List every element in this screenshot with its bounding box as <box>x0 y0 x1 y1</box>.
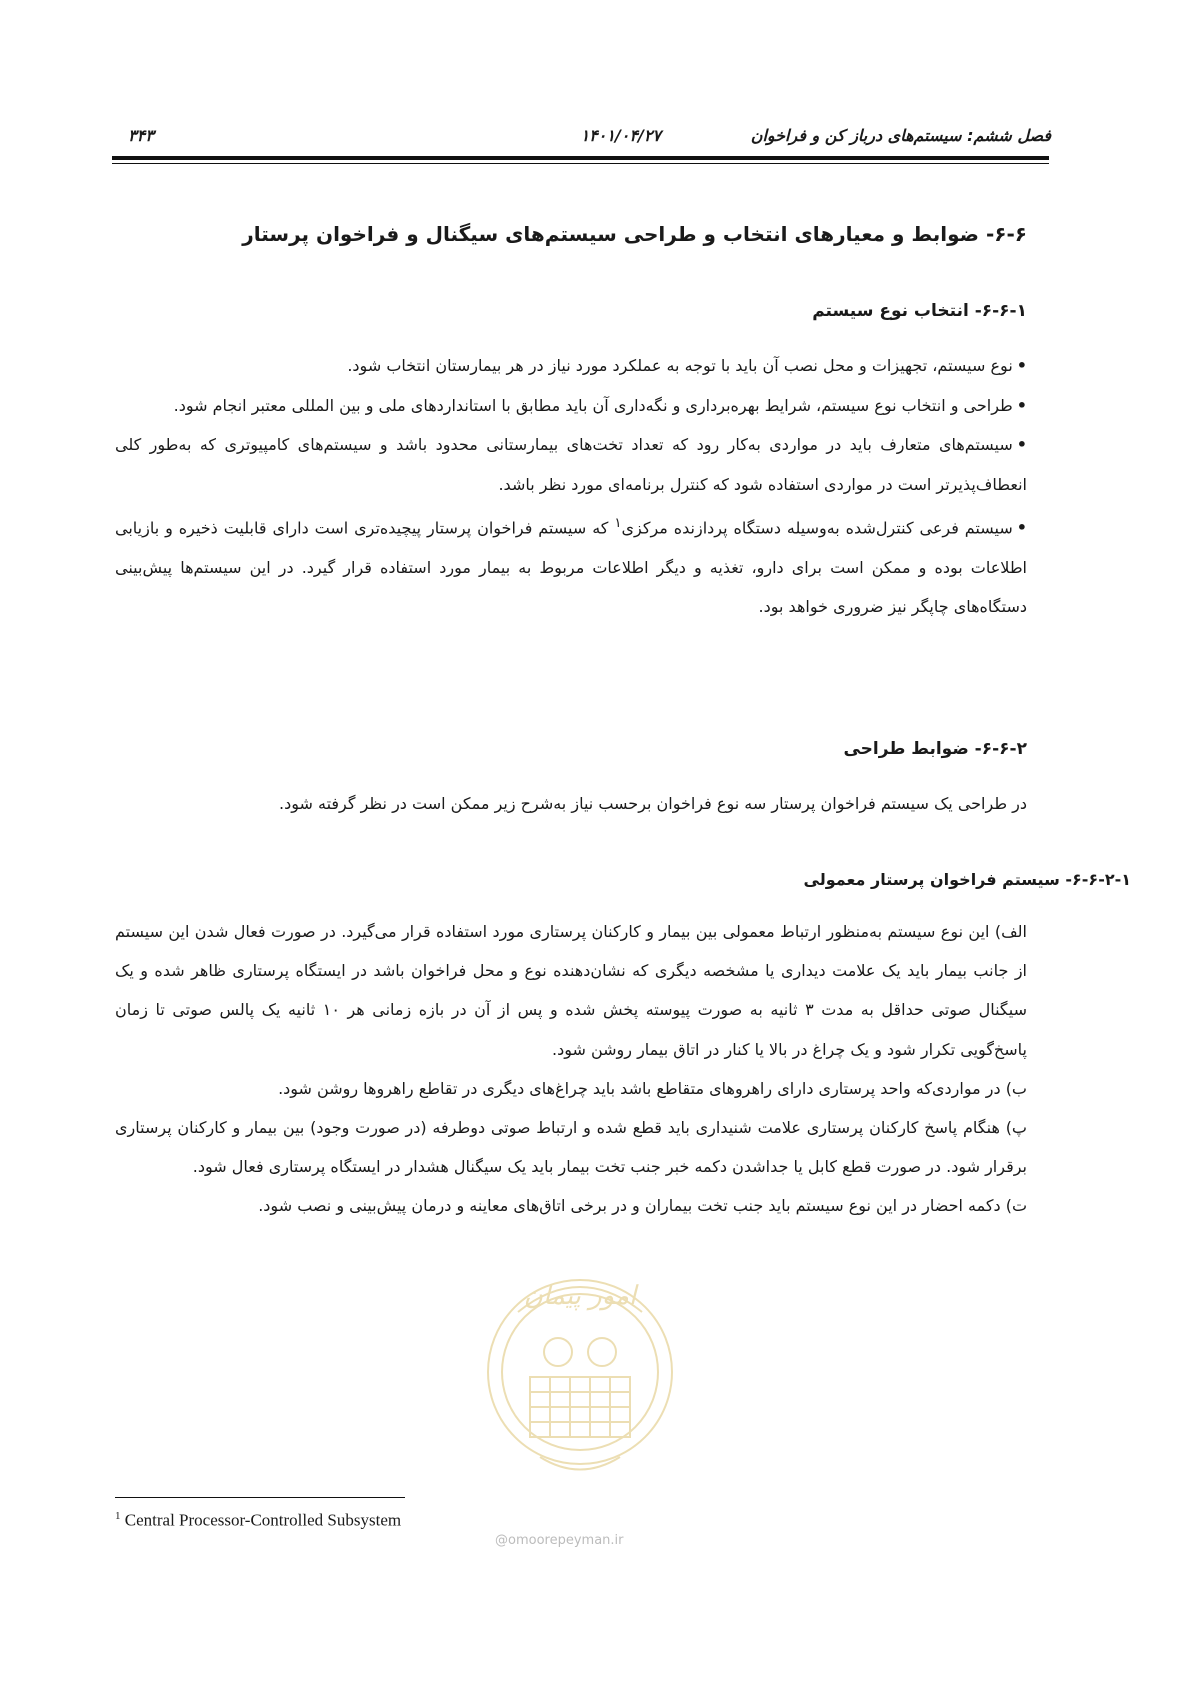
paragraph: پ) هنگام پاسخ کارکنان پرستاری علامت شنیداری باید قطع شده و ارتباط صوتی دوطرفه (در صورت وجود) بین بیمار و کارکنان پرستاری برقرار شود. در صورت قطع کابل یا جداشدن دکمه خبر جنب تخت بیمار باید یک سیگنال هشدار در ایستگاه پرستاری فعال شود. <box>115 1118 1027 1177</box>
paragraph: ب) در مواردی‌که واحد پرستاری دارای راهروهای متقاطع باشد باید چراغ‌های دیگری در تقاطع راهروها روشن شود. <box>278 1078 1027 1098</box>
bullet-icon: • <box>1016 395 1027 415</box>
list-item: •سیستم فرعی کنترل‌شده به‌وسیله دستگاه پردازنده مرکزی$^۱$ که سیستم فراخوان پرستار پیچیده‌تری است دارای قابلیت ذخیره و بازیابی اطلاعات بوده و ممکن است برای دارو، تغذیه و دیگر اطلاعات مربوط به بیمار مورد استفاده قرار گیرد. در این سیستم‌ها پیش‌بینی دستگاه‌های چاپگر نیز ضروری خواهد بود. <box>115 516 1027 617</box>
nurse-call-paragraphs <box>115 912 1027 1226</box>
bullet-list <box>115 346 1027 627</box>
bullet-icon: • <box>1016 435 1027 454</box>
bullet-icon: • <box>1016 518 1027 538</box>
list-item: •طراحی و انتخاب نوع سیستم، شرایط بهره‌برداری و نگه‌داری آن باید مطابق با استانداردهای ملی و بین المللی معتبر انجام شود. <box>173 395 1027 415</box>
list-item: •سیستم‌های متعارف باید در مواردی به‌کار رود که تعداد تخت‌های بیمارستانی محدود باشد و سیستم‌های کامپیوتری که به‌طور کلی انعطاف‌پذیرتر است در مواردی استفاده شود که کنترل برنامه‌ای مورد نظر باشد. <box>115 435 1027 494</box>
svg-text:امور پیمان: امور پیمان <box>523 1281 637 1311</box>
list-item: •نوع سیستم، تجهیزات و محل نصب آن باید با توجه به عملکرد مورد نیاز در هر بیمارستان انتخاب شود. <box>347 356 1027 375</box>
watermark-logo-icon <box>478 1252 683 1502</box>
header-rule-thick <box>112 156 1049 160</box>
subsection-title-design-criteria: ۶-۶-۲- ضوابط طراحی <box>843 739 1027 759</box>
chapter-title: فصل ششم: سیستم‌های درباز کن و فراخوان <box>750 126 1051 145</box>
header-date: ۱۴۰۱/۰۴/۲۷ <box>580 126 661 145</box>
subsection-title-system-selection: ۶-۶-۱- انتخاب نوع سیستم <box>812 301 1027 321</box>
running-header <box>112 126 1051 152</box>
footnote-text: Central Processor-Controlled Subsystem <box>124 1510 402 1530</box>
footnote-number: 1 <box>115 1510 121 1522</box>
header-rule-thin <box>112 163 1049 164</box>
subsubsection-title-normal-nurse-call: ۶-۶-۲-۱- سیستم فراخوان پرستار معمولی <box>803 870 1131 889</box>
page-number: ۳۴۳ <box>128 126 154 145</box>
design-criteria-intro: در طراحی یک سیستم فراخوان پرستار سه نوع فراخوان برحسب نیاز به‌شرح زیر ممکن است در نظر گرفته شود. <box>279 794 1027 813</box>
paragraph: الف) این نوع سیستم به‌منظور ارتباط معمولی بین بیمار و کارکنان پرستاری مورد استفاده قرار می‌گیرد. در صورت فعال شدن این سیستم از جانب بیمار باید یک علامت دیداری یا مشخصه دیگری که نشان‌دهنده نوع و محل فراخوان باشد در ایستگاه پرستاری ظاهر شده و یک سیگنال صوتی حداقل به مدت ۳ ثانیه به صورت پیوسته پخش شده و پس از آن در بازه زمانی هر ۱۰ ثانیه یک پالس صوتی تا زمان پاسخ‌گویی تکرار شود و یک چراغ در بالا یا کنار در اتاق بیمار روشن شود. <box>115 922 1028 1059</box>
section-title: ۶-۶- ضوابط و معیارهای انتخاب و طراحی سیستم‌های سیگنال و فراخوان پرستار <box>242 222 1027 246</box>
footnote-divider <box>115 1497 405 1498</box>
footnote <box>115 1510 401 1531</box>
footnote-marker[interactable]: ۱ <box>614 516 622 531</box>
paragraph: ت) دکمه احضار در این نوع سیستم باید جنب تخت بیماران و در برخی اتاق‌های معاینه و درمان پیش‌بینی و نصب شود. <box>258 1196 1027 1216</box>
bullet-icon: • <box>1016 356 1027 375</box>
watermark-url: @omoorepeyman.ir <box>495 1533 624 1548</box>
